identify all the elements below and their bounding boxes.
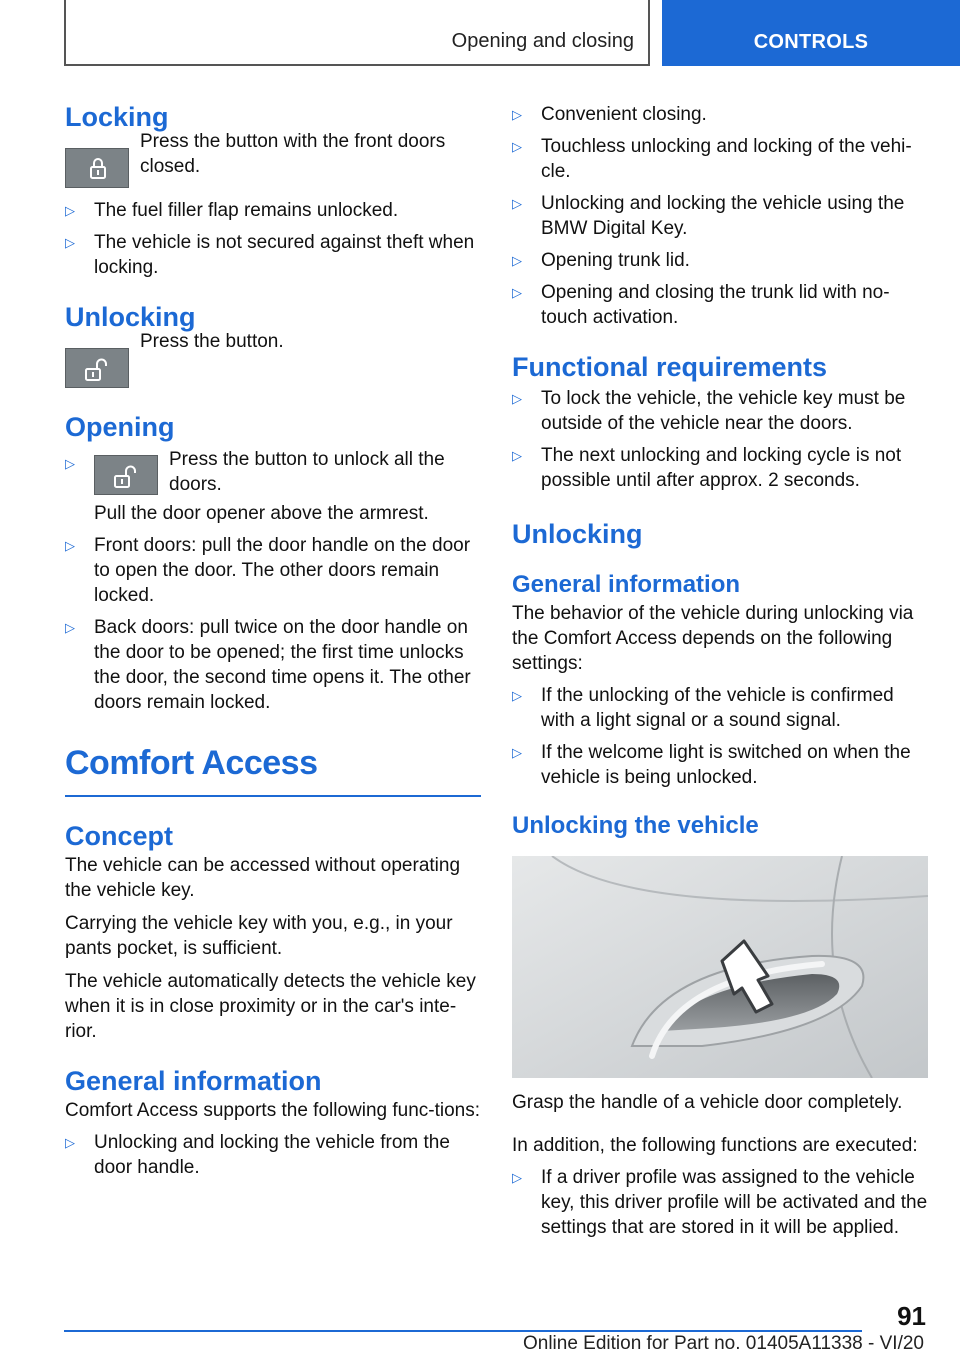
- list-item: ▷ Unlocking and locking the vehicle using the BMW Digital Key.: [512, 193, 905, 239]
- opening-bullets: [65, 451, 481, 715]
- triangle-right-icon: ▷: [65, 620, 75, 635]
- comfort-access-heading: Comfort Access: [65, 744, 318, 782]
- footer-rule: [64, 1330, 862, 1332]
- triangle-right-icon: ▷: [512, 448, 522, 463]
- concept-paragraph: The vehicle can be accessed without operating the vehicle key.: [65, 855, 461, 901]
- header-box: [64, 0, 650, 66]
- concept-paragraph: Carrying the vehicle key with you, e.g., in your pants pocket, is sufficient.: [65, 913, 453, 959]
- triangle-right-icon: ▷: [512, 285, 522, 300]
- triangle-right-icon: ▷: [65, 235, 75, 250]
- list-item: ▷ The fuel filler flap remains unlocked.: [65, 200, 399, 221]
- triangle-right-icon: ▷: [512, 196, 522, 211]
- lock-open-icon: [94, 455, 158, 495]
- list-item: ▷ The next unlocking and locking cycle is not possible until after approx. 2 seconds.: [512, 445, 902, 491]
- lock-open-icon: [65, 348, 129, 388]
- opening-heading: Opening: [65, 412, 175, 442]
- chapter-tab[interactable]: [662, 0, 960, 66]
- list-item: ▷ If the unlocking of the vehicle is confirmed with a light signal or a sound signal.: [512, 685, 894, 731]
- list-item: ▷ Opening and closing the trunk lid with no-touch activation.: [512, 282, 890, 328]
- general-info-bullets: [65, 1130, 481, 1180]
- locking-instruction: [65, 131, 481, 188]
- triangle-right-icon: ▷: [65, 1135, 75, 1150]
- concept-heading: Concept: [65, 821, 173, 851]
- lock-closed-icon: [65, 148, 129, 188]
- list-item: ▷ Back doors: pull twice on the door handle on the door to be opened; the first time unlocks the door, the second time opens it. The other doors remain locked.: [65, 617, 471, 713]
- triangle-right-icon: ▷: [512, 139, 522, 154]
- list-item: ▷ To lock the vehicle, the vehicle key must be outside of the vehicle near the doors.: [512, 388, 906, 434]
- triangle-right-icon: ▷: [512, 1170, 522, 1185]
- list-item: ▷ Unlocking and locking the vehicle from the door handle.: [65, 1132, 450, 1178]
- functional-requirements-bullets: [512, 386, 930, 493]
- general-info-paragraph: Comfort Access supports the following func-tions:: [65, 1100, 481, 1121]
- section-title: Opening and closing: [451, 30, 634, 52]
- locking-text: Press the button with the front doors closed.: [140, 131, 446, 177]
- additional-functions-paragraph: In addition, the following functions are executed:: [512, 1135, 918, 1156]
- list-item: ▷ Press the button to unlock all the doors. Pull the door opener above the armrest.: [65, 449, 445, 524]
- list-item: ▷ Opening trunk lid.: [512, 250, 690, 271]
- unlocking-text: Press the button.: [140, 331, 284, 352]
- chapter-tab-label: CONTROLS: [753, 31, 869, 53]
- unlocking-heading: Unlocking: [65, 302, 196, 332]
- page-number: 91: [897, 1301, 926, 1331]
- triangle-right-icon: ▷: [65, 538, 75, 553]
- triangle-right-icon: ▷: [65, 203, 75, 218]
- locking-bullets: [65, 198, 481, 280]
- triangle-right-icon: ▷: [65, 456, 75, 471]
- door-handle-image: [512, 856, 928, 1078]
- right-column: [512, 98, 930, 1240]
- triangle-right-icon: ▷: [512, 745, 522, 760]
- list-item: ▷ Front doors: pull the door handle on the door to open the door. The other doors remain locked.: [65, 535, 471, 606]
- list-item: ▷ If the welcome light is switched on when the vehicle is being unlocked.: [512, 742, 911, 788]
- unlocking-instruction: [65, 331, 481, 388]
- list-item: ▷ If a driver profile was assigned to the vehicle key, this driver profile will be activated and the settings that are stored in it will be applied.: [512, 1167, 928, 1238]
- section-rule: [65, 795, 481, 797]
- general-info-heading: General information: [65, 1066, 322, 1096]
- image-caption: Grasp the handle of a vehicle door completely.: [512, 1092, 903, 1113]
- left-column: [65, 100, 481, 1180]
- triangle-right-icon: ▷: [512, 688, 522, 703]
- general-info-bullets: [512, 683, 930, 790]
- triangle-right-icon: ▷: [512, 253, 522, 268]
- concept-paragraph: The vehicle automatically detects the vehicle key when it is in close proximity or in the car's inte-rior.: [65, 971, 476, 1042]
- general-info-subheading: General information: [512, 571, 741, 598]
- additional-functions-bullets: [512, 1165, 930, 1240]
- list-item: ▷ Convenient closing.: [512, 104, 707, 125]
- list-item: ▷ Touchless unlocking and locking of the vehi-cle.: [512, 136, 912, 182]
- functional-requirements-heading: Functional requirements: [512, 352, 828, 382]
- triangle-right-icon: ▷: [512, 391, 522, 406]
- unlocking-heading-right: Unlocking: [512, 519, 643, 549]
- triangle-right-icon: ▷: [512, 107, 522, 122]
- list-item: ▷ The vehicle is not secured against theft when locking.: [65, 232, 475, 278]
- locking-heading: Locking: [65, 102, 169, 132]
- unlocking-vehicle-subheading: Unlocking the vehicle: [512, 812, 759, 839]
- features-bullets: [512, 102, 930, 330]
- edition-line: Online Edition for Part no. 01405A11338 - VI/20: [522, 1333, 924, 1354]
- general-info-paragraph: The behavior of the vehicle during unlocking via the Comfort Access depends on the following settings:: [512, 603, 914, 674]
